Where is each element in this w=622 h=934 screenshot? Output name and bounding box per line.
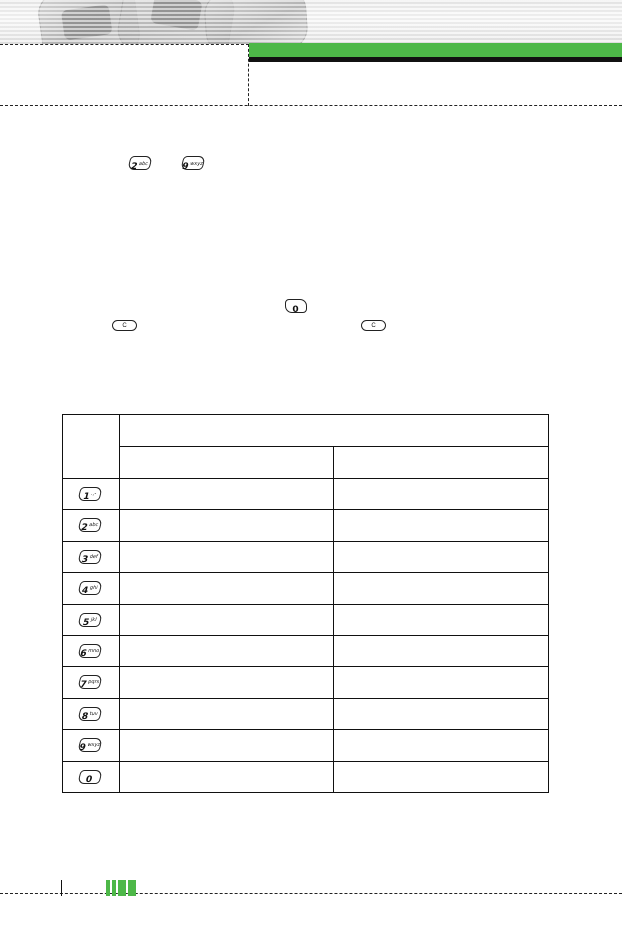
footer-green-bars	[106, 880, 136, 896]
key-8-icon: $8^{tuv}$	[77, 707, 102, 721]
chapter-band	[249, 43, 622, 57]
header-divider	[0, 44, 249, 45]
table-row-divider	[62, 698, 549, 699]
footer-tick	[61, 880, 62, 896]
chapter-rule	[249, 57, 622, 62]
header-phone-photo	[0, 0, 622, 44]
key-2-icon: $2^{abc}$	[77, 518, 102, 532]
key-1-icon: 1.,-	[77, 487, 102, 501]
table-row-divider	[62, 666, 549, 667]
table-row-divider	[62, 572, 549, 573]
key-9-icon: $9^{wxyz}$	[77, 738, 102, 752]
key-4-icon: $4^{ghi}$	[77, 581, 102, 595]
key-6-icon: $6^{mno}$	[77, 644, 102, 658]
table-row-divider	[62, 729, 549, 730]
clear-key-icon: C	[361, 320, 386, 331]
table-row-divider	[62, 635, 549, 636]
table-row-divider	[62, 761, 549, 762]
clear-key-icon: C	[112, 320, 137, 331]
key-3-icon: $3^{def}$	[77, 550, 102, 564]
key-9-icon: $9^{wxyz}$	[180, 156, 205, 170]
key-5-icon: $5^{jkl}$	[77, 613, 102, 627]
table-row-divider	[62, 509, 549, 510]
header-bottom-divider	[0, 105, 622, 106]
key-2-icon: $2^{abc}$	[127, 156, 152, 170]
table-row-divider	[62, 604, 549, 605]
header-column-divider	[248, 44, 249, 106]
key-7-icon: $7^{pqrs}$	[77, 675, 102, 689]
key-0-icon: 0	[285, 299, 307, 313]
key-character-table	[62, 414, 549, 793]
footer-divider	[0, 893, 622, 894]
key-0-icon: 0	[77, 770, 102, 784]
table-row-divider	[62, 541, 549, 542]
